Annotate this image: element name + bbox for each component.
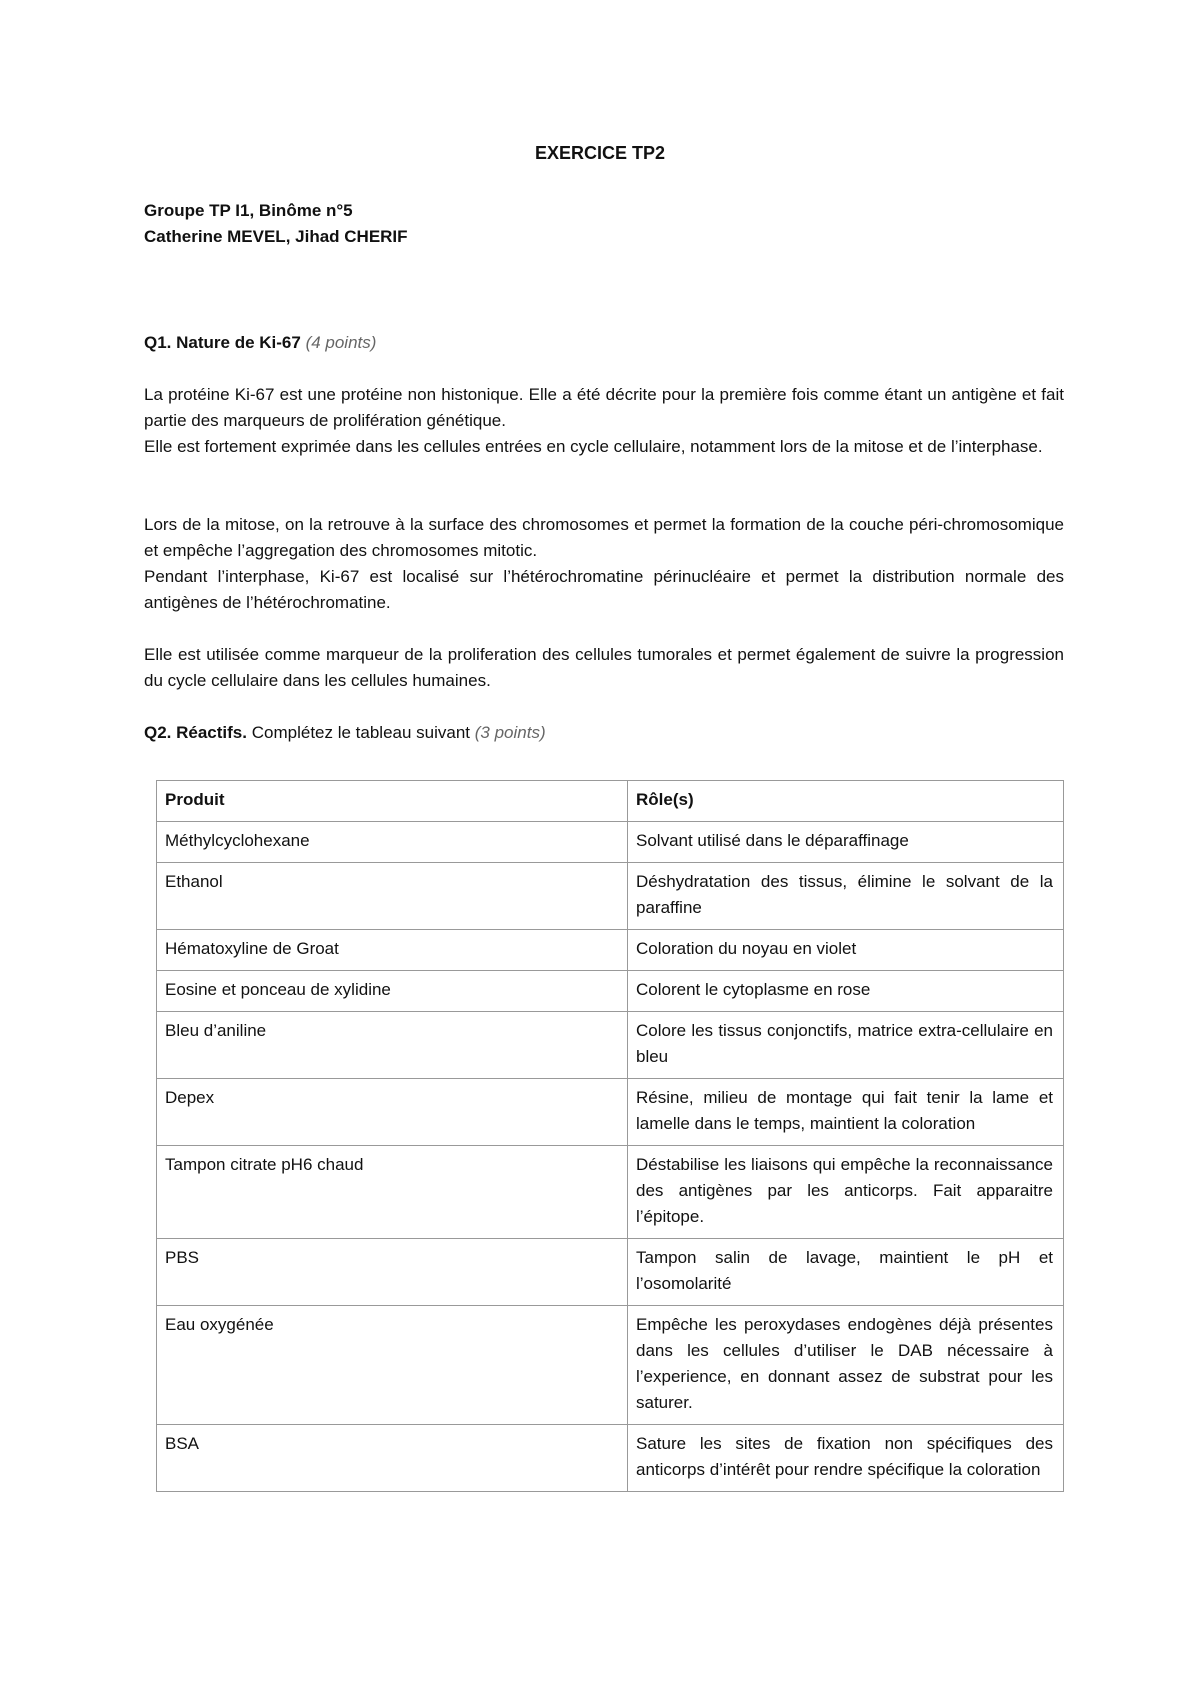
q2-instruction: Complétez le tableau suivant xyxy=(251,723,471,742)
product-cell: Ethanol xyxy=(157,863,628,930)
q1-paragraph-2 xyxy=(144,512,1064,616)
q1-label: Q1. Nature de Ki-67 xyxy=(144,333,301,352)
role-cell: Sature les sites de fixation non spécifiques des anticorps d’intérêt pour rendre spécifique la coloration xyxy=(628,1425,1064,1492)
role-cell: Déshydratation des tissus, élimine le solvant de la paraffine xyxy=(628,863,1064,930)
table-row xyxy=(157,1012,1064,1079)
table-row xyxy=(157,971,1064,1012)
table-row xyxy=(157,822,1064,863)
author-block xyxy=(144,198,1064,250)
table-header-row xyxy=(157,781,1064,822)
q1-paragraph-1 xyxy=(144,382,1064,460)
reagents-table xyxy=(156,780,1064,1492)
q1-text: La protéine Ki-67 est une protéine non histonique. Elle a été décrite pour la première fois comme étant un antigène et fait partie des marqueurs de prolifération génétique. xyxy=(144,385,1064,430)
table-row xyxy=(157,1239,1064,1306)
product-cell: PBS xyxy=(157,1239,628,1306)
q1-heading xyxy=(144,330,1064,356)
product-cell: Tampon citrate pH6 chaud xyxy=(157,1146,628,1239)
q1-text: Lors de la mitose, on la retrouve à la surface des chromosomes et permet la formation de la couche péri-chromosomique et empêche l’aggregation des chromosomes mitotic. xyxy=(144,515,1064,560)
role-cell: Tampon salin de lavage, maintient le pH et l’osomolarité xyxy=(628,1239,1064,1306)
role-cell: Coloration du noyau en violet xyxy=(628,930,1064,971)
document-title: EXERCICE TP2 xyxy=(534,143,666,163)
role-cell: Résine, milieu de montage qui fait tenir la lame et lamelle dans le temps, maintient la coloration xyxy=(628,1079,1064,1146)
table-row xyxy=(157,1146,1064,1239)
q1-text: Elle est fortement exprimée dans les cellules entrées en cycle cellulaire, notamment lors de la mitose et de l’interphase. xyxy=(144,437,1043,456)
table-row xyxy=(157,930,1064,971)
q2-label: Q2. Réactifs. xyxy=(144,723,247,742)
q1-text: Elle est utilisée comme marqueur de la proliferation des cellules tumorales et permet également de suivre la progression du cycle cellulaire dans les cellules humaines. xyxy=(144,645,1064,690)
table-row xyxy=(157,1079,1064,1146)
table-row xyxy=(157,1306,1064,1425)
product-cell: Hématoxyline de Groat xyxy=(157,930,628,971)
role-cell: Solvant utilisé dans le déparaffinage xyxy=(628,822,1064,863)
product-cell: Eosine et ponceau de xylidine xyxy=(157,971,628,1012)
q1-text: Pendant l’interphase, Ki-67 est localisé sur l’hétérochromatine périnucléaire et permet la distribution normale des antigènes de l’hétérochromatine. xyxy=(144,567,1064,612)
q2-points: (3 points) xyxy=(474,723,546,742)
product-cell: BSA xyxy=(157,1425,628,1492)
product-cell: Méthylcyclohexane xyxy=(157,822,628,863)
role-cell: Empêche les peroxydases endogènes déjà présentes dans les cellules d’utiliser le DAB nécessaire à l’experience, en donnant assez de substrat pour les saturer. xyxy=(628,1306,1064,1425)
table-row xyxy=(157,1425,1064,1492)
authors-line: Catherine MEVEL, Jihad CHERIF xyxy=(144,227,408,246)
q1-points: (4 points) xyxy=(305,333,377,352)
product-cell: Bleu d’aniline xyxy=(157,1012,628,1079)
product-cell: Depex xyxy=(157,1079,628,1146)
q2-heading xyxy=(144,720,1064,746)
header-product: Produit xyxy=(157,781,628,822)
header-role: Rôle(s) xyxy=(628,781,1064,822)
table-row xyxy=(157,863,1064,930)
role-cell: Colore les tissus conjonctifs, matrice extra-cellulaire en bleu xyxy=(628,1012,1064,1079)
q1-paragraph-3 xyxy=(144,642,1064,694)
role-cell: Colorent le cytoplasme en rose xyxy=(628,971,1064,1012)
product-cell: Eau oxygénée xyxy=(157,1306,628,1425)
group-line: Groupe TP I1, Binôme n°5 xyxy=(144,201,353,220)
role-cell: Déstabilise les liaisons qui empêche la reconnaissance des antigènes par les anticorps. Fait apparaitre l’épitope. xyxy=(628,1146,1064,1239)
